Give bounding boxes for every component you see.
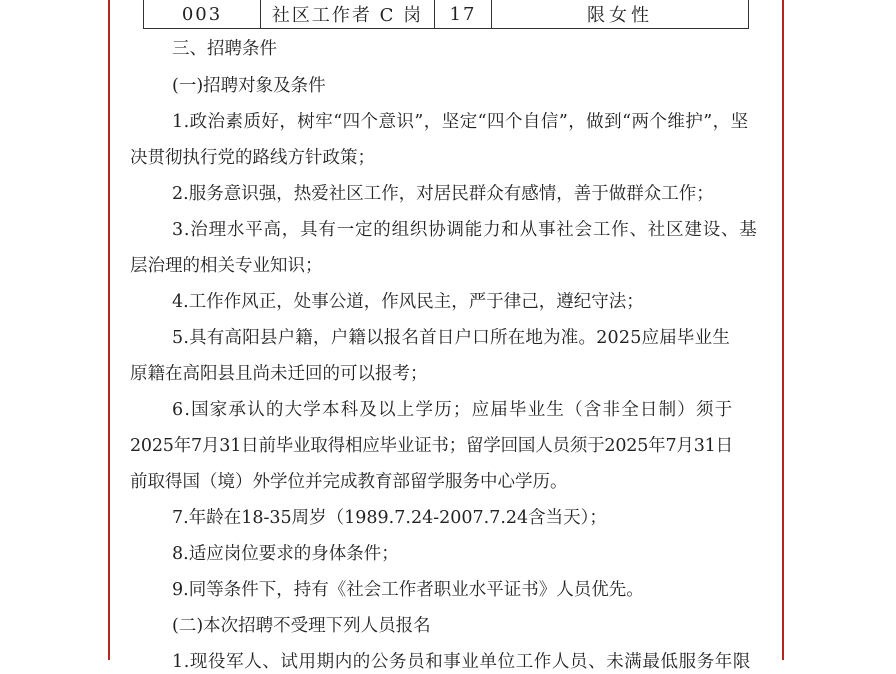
paragraph-line: 7.年龄在18-35周岁（1989.7.24-2007.7.24含当天）； <box>172 508 607 528</box>
paragraph-line: 原籍在高阳县且尚未迁回的可以报考； <box>130 364 428 384</box>
paragraph-line: 2025年7月31日前毕业取得相应毕业证书；留学回国人员须于2025年7月31日 <box>130 436 733 456</box>
paragraph-line: 9.同等条件下，持有《社会工作者职业水平证书》人员优先。 <box>172 580 644 600</box>
post-note-cell: 限女性 <box>492 0 749 29</box>
section-title: 三、招聘条件 <box>172 39 277 59</box>
post-code-cell: 003 <box>144 0 261 29</box>
subsection-title: (一)招聘对象及条件 <box>172 76 326 96</box>
page-border-right <box>782 0 784 660</box>
paragraph-line: 层治理的相关专业知识； <box>130 256 323 276</box>
position-table <box>143 0 749 29</box>
page-border-left <box>108 0 110 660</box>
table-row <box>144 0 749 29</box>
paragraph-line: 8.适应岗位要求的身体条件； <box>172 544 399 564</box>
paragraph-line: 2.服务意识强，热爱社区工作，对居民群众有感情，善于做群众工作； <box>172 184 714 204</box>
paragraph-line: 6.国家承认的大学本科及以上学历；应届毕业生（含非全日制）须于 <box>172 400 734 420</box>
paragraph-line: 前取得国（境）外学位并完成教育部留学服务中心学历。 <box>130 472 568 492</box>
post-count-cell: 17 <box>435 0 492 29</box>
subsection-title: (二)本次招聘不受理下列人员报名 <box>172 616 431 636</box>
paragraph-line: 4.工作作风正，处事公道，作风民主，严于律己，遵纪守法； <box>172 292 644 312</box>
paragraph-line: 5.具有高阳县户籍，户籍以报名首日户口所在地为准。2025应届毕业生 <box>172 328 731 348</box>
paragraph-line: 3.治理水平高，具有一定的组织协调能力和从事社会工作、社区建设、基 <box>172 220 758 240</box>
post-name-cell: 社区工作者 C 岗 <box>261 0 435 29</box>
paragraph-line: 决贯彻执行党的路线方针政策； <box>130 148 375 168</box>
paragraph-line: 1.政治素质好，树牢“四个意识”，坚定“四个自信”，做到“两个维护”，坚 <box>172 112 749 132</box>
paragraph-line: 1.现役军人、试用期内的公务员和事业单位工作人员、未满最低服务年限 <box>172 652 751 672</box>
